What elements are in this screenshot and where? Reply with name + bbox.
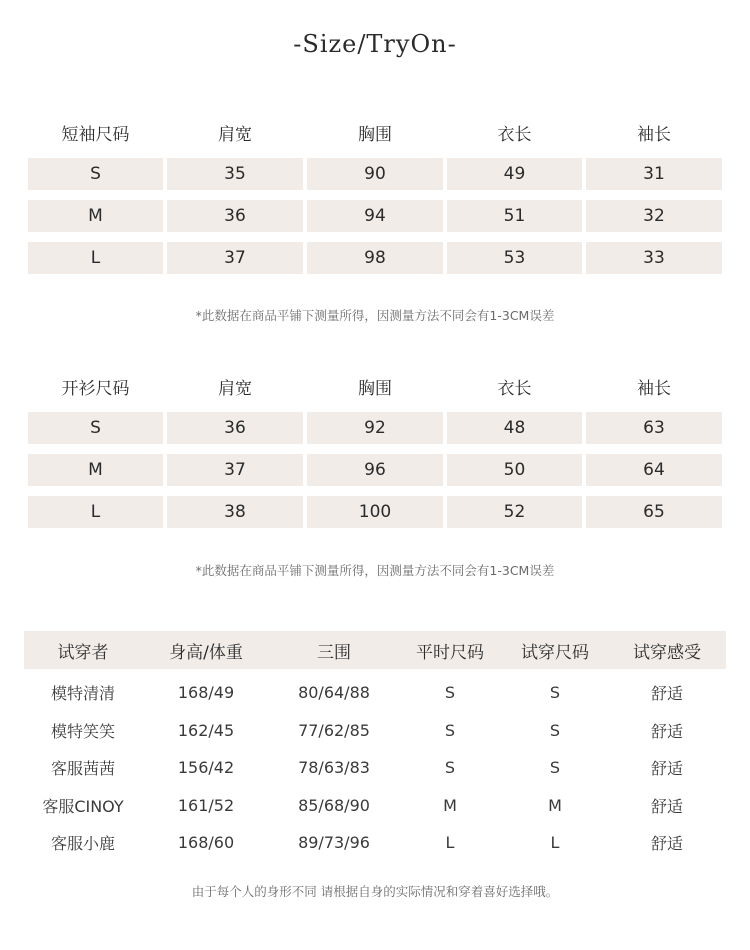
table-row bbox=[28, 242, 724, 274]
table-cell: 80/64/88 bbox=[298, 683, 370, 703]
table-cell: 64 bbox=[586, 454, 722, 486]
table-cell: 78/63/83 bbox=[298, 758, 370, 778]
table-cell: 77/62/85 bbox=[298, 720, 370, 740]
table-cell: 89/73/96 bbox=[298, 833, 370, 853]
header-cell: 肩宽 bbox=[218, 378, 252, 399]
table-cell: 38 bbox=[167, 496, 303, 528]
table-cell: L bbox=[445, 833, 455, 853]
table-cell: S bbox=[444, 683, 456, 703]
table-cell: S bbox=[444, 720, 456, 740]
cardigan-size-table bbox=[28, 371, 724, 401]
header-cell: 三围 bbox=[317, 642, 351, 663]
table-cell: 63 bbox=[586, 412, 722, 444]
table-cell: 舒适 bbox=[650, 796, 683, 816]
table-cell: 90 bbox=[307, 158, 443, 190]
header-cell: 胸围 bbox=[358, 378, 392, 399]
table-cell: 92 bbox=[307, 412, 443, 444]
table-cell: 客服茜茜 bbox=[50, 759, 115, 779]
table-cell: 模特清清 bbox=[50, 684, 115, 704]
table-cell: 32 bbox=[586, 200, 722, 232]
table-cell: 65 bbox=[586, 496, 722, 528]
table-row bbox=[24, 674, 726, 712]
footer-note: 由于每个人的身形不同 请根据自身的实际情况和穿着喜好选择哦。 bbox=[191, 884, 559, 899]
table-cell: 96 bbox=[307, 454, 443, 486]
table-cell: 49 bbox=[447, 158, 582, 190]
header-cell: 衣长 bbox=[497, 124, 532, 145]
table-cell: 舒适 bbox=[650, 721, 683, 741]
table-cell: S bbox=[549, 720, 561, 740]
header-cell: 试穿感受 bbox=[633, 642, 701, 663]
table-cell: 94 bbox=[307, 200, 443, 232]
table-cell: 168/49 bbox=[177, 683, 235, 703]
table-cell: 85/68/90 bbox=[298, 795, 370, 815]
header-cell: 胸围 bbox=[358, 124, 392, 145]
header-cell: 衣长 bbox=[497, 378, 532, 399]
table-cell: 舒适 bbox=[650, 759, 683, 779]
header-cell: 身高/体重 bbox=[169, 642, 243, 663]
header-cell: 肩宽 bbox=[218, 124, 252, 145]
header-cell: 袖长 bbox=[637, 124, 671, 145]
table-row bbox=[24, 749, 726, 787]
table-row bbox=[24, 787, 726, 825]
table-row bbox=[28, 158, 724, 190]
table-row bbox=[24, 824, 726, 862]
table-row bbox=[28, 496, 724, 528]
table-cell: 168/60 bbox=[177, 833, 235, 853]
table-cell: 37 bbox=[167, 454, 303, 486]
tryon-body bbox=[24, 669, 726, 862]
table-cell: 36 bbox=[167, 412, 303, 444]
table-cell: 模特笑笑 bbox=[50, 721, 115, 741]
table-cell: 48 bbox=[447, 412, 582, 444]
table-header bbox=[28, 371, 724, 401]
table-cell: S bbox=[28, 412, 163, 444]
table-cell: 53 bbox=[447, 242, 582, 274]
header-cell: 试穿者 bbox=[57, 642, 109, 663]
table-row bbox=[28, 200, 724, 232]
table-cell: 31 bbox=[586, 158, 722, 190]
table-cell: L bbox=[550, 833, 560, 853]
table-cell: 52 bbox=[447, 496, 582, 528]
header-cell: 开衫尺码 bbox=[61, 378, 130, 399]
table-cell: 100 bbox=[307, 496, 443, 528]
measurement-note: *此数据在商品平铺下测量所得，因测量方法不同会有1-3CM误差 bbox=[195, 308, 555, 323]
table-cell: 舒适 bbox=[650, 684, 683, 704]
table-cell: S bbox=[549, 758, 561, 778]
measurement-note: *此数据在商品平铺下测量所得，因测量方法不同会有1-3CM误差 bbox=[195, 563, 555, 578]
table-cell: 33 bbox=[586, 242, 722, 274]
table-cell: 37 bbox=[167, 242, 303, 274]
short-sleeve-rows bbox=[28, 158, 724, 274]
table-cell: 舒适 bbox=[650, 834, 683, 854]
table-cell: 客服CINOY bbox=[42, 796, 124, 816]
table-cell: 156/42 bbox=[177, 758, 235, 778]
table-cell: L bbox=[28, 496, 163, 528]
table-cell: L bbox=[28, 242, 163, 274]
short-sleeve-size-table bbox=[28, 117, 724, 147]
table-cell: 161/52 bbox=[177, 795, 235, 815]
header-cell: 试穿尺码 bbox=[521, 642, 589, 663]
table-cell: 客服小鹿 bbox=[50, 834, 115, 854]
header-cell: 平时尺码 bbox=[416, 642, 484, 663]
table-header bbox=[24, 631, 726, 669]
table-header bbox=[28, 117, 724, 147]
table-cell: 162/45 bbox=[177, 720, 235, 740]
table-cell: 35 bbox=[167, 158, 303, 190]
tryon-table bbox=[24, 631, 726, 862]
cardigan-rows bbox=[28, 412, 724, 528]
table-cell: S bbox=[549, 683, 561, 703]
table-cell: 36 bbox=[167, 200, 303, 232]
table-cell: S bbox=[444, 758, 456, 778]
table-cell: 98 bbox=[307, 242, 443, 274]
table-cell: 51 bbox=[447, 200, 582, 232]
table-cell: M bbox=[28, 200, 163, 232]
table-cell: M bbox=[443, 795, 457, 815]
table-row bbox=[28, 454, 724, 486]
header-cell: 短袖尺码 bbox=[61, 124, 130, 145]
table-cell: S bbox=[28, 158, 163, 190]
table-cell: 50 bbox=[447, 454, 582, 486]
header-cell: 袖长 bbox=[637, 378, 671, 399]
table-row bbox=[28, 412, 724, 444]
table-row bbox=[24, 712, 726, 750]
page-title: -Size/TryOn- bbox=[293, 30, 457, 58]
table-cell: M bbox=[548, 795, 562, 815]
table-cell: M bbox=[28, 454, 163, 486]
